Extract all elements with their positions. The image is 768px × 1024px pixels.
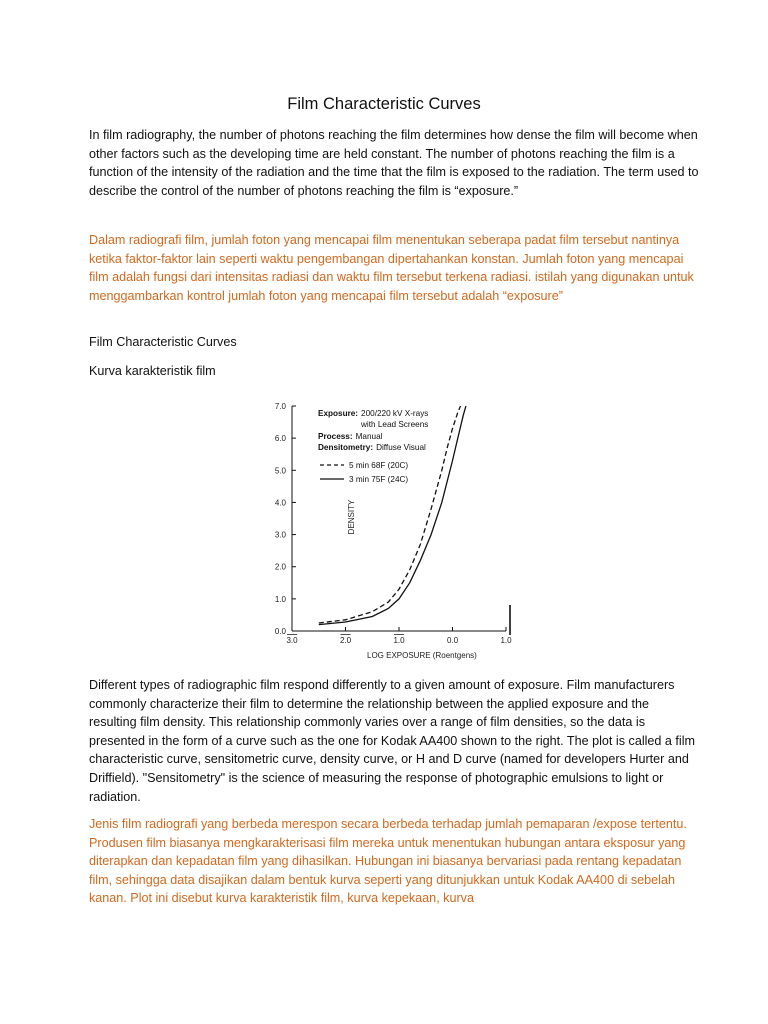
x-tick-label: 3.0 (286, 636, 298, 645)
x-tick-label: 0.0 (446, 636, 459, 645)
svg-text:Exposure:200/220 kV X-rays (318, 409, 428, 418)
section-heading-id: Kurva karakteristik film (89, 364, 216, 378)
paragraph-curve-en: Different types of radiographic film respond differently to a given amount of exposure. Film manufacturers commonly characterize their film to determine the relationship between the applied exposure and the resulting film density. This relationship commonly varies over a range of film densities, so the data is presented in the form of a curve such as the one for Kodak AA400 shown to the right. The plot is called a film characteristic curve, sensitometric curve, density curve, or H and D curve (named for developers Hurter and Driffield). "Sensitometry" is the science of measuring the response of photographic emulsions to light or radiation. (89, 678, 696, 804)
legend-series-2-label: 3 min 75F (24C) (349, 475, 409, 484)
y-tick-label: 5.0 (274, 466, 286, 476)
svg-text:Densitometry:Diffuse Visual (318, 443, 426, 452)
legend-exposure-label: Exposure: (318, 409, 359, 418)
y-axis-label: DENSITY (347, 499, 356, 535)
paragraph-curve-id: Jenis film radiografi yang berbeda merespon secara berbeda terhadap jumlah pemaparan /expose tertentu. Produsen film biasanya mengkarakterisasi film mereka untuk menentukan hubungan antara eksposur yang diterapkan dan kepadatan film yang dihasilkan. Hubungan ini biasanya bervariasi pada rentang kepadatan film, sehingga data disajikan dalam bentuk kurva seperti yang ditunjukkan untuk Kodak AA400 di sebelah kanan. Plot ini disebut kurva karakteristik film, kurva kepekaan, kurva (89, 817, 687, 906)
chart-legend (318, 409, 428, 484)
y-tick-label: 2.0 (274, 562, 286, 572)
section-heading-en: Film Characteristic Curves (89, 335, 237, 349)
characteristic-curve-chart (256, 388, 526, 668)
chart-ticks (275, 402, 512, 645)
y-tick-label: 4.0 (274, 498, 286, 508)
x-tick-label: 1.0 (393, 636, 405, 645)
legend-process-label: Process: (318, 432, 353, 441)
legend-series-1-label: 5 min 68F (20C) (349, 461, 409, 470)
page-title: Film Characteristic Curves (287, 95, 481, 113)
legend-exposure-value2: with Lead Screens (361, 420, 429, 429)
x-axis-label: LOG EXPOSURE (Roentgens) (367, 651, 477, 660)
x-tick-label: 2.0 (339, 636, 352, 645)
x-tick-label: 1.0 (500, 636, 512, 645)
y-tick-label: 6.0 (274, 434, 286, 444)
y-tick-label: 3.0 (274, 530, 286, 540)
y-tick-label: 7.0 (274, 402, 286, 411)
legend-exposure-value: 200/220 kV X-rays (361, 409, 429, 418)
legend-process-value: Manual (355, 432, 383, 441)
legend-densitometry-label: Densitometry: (318, 443, 374, 452)
paragraph-intro-en: In film radiography, the number of photons reaching the film determines how dense the film will become when other factors such as the developing time are held constant. The number of photons reaching the film is a function of the intensity of the radiation and the time that the film is exposed to the radiation. The term used to describe the control of the number of photons reaching the film is “exposure.” (89, 128, 699, 198)
svg-text:Process:Manual (318, 432, 383, 441)
paragraph-intro-id: Dalam radiografi film, jumlah foton yang mencapai film menentukan seberapa padat film tersebut nantinya ketika faktor-faktor lain seperti waktu pengembangan dipertahankan konstan. Jumlah foton yang mencapai film adalah fungsi dari intensitas radiasi dan waktu film tersebut terkena radiasi. istilah yang digunakan untuk menggambarkan kontrol jumlah foton yang mencapai film tersebut adalah “exposure” (89, 233, 694, 303)
y-tick-label: 0.0 (274, 627, 286, 636)
y-tick-label: 1.0 (274, 594, 286, 604)
legend-densitometry-value: Diffuse Visual (376, 443, 426, 452)
